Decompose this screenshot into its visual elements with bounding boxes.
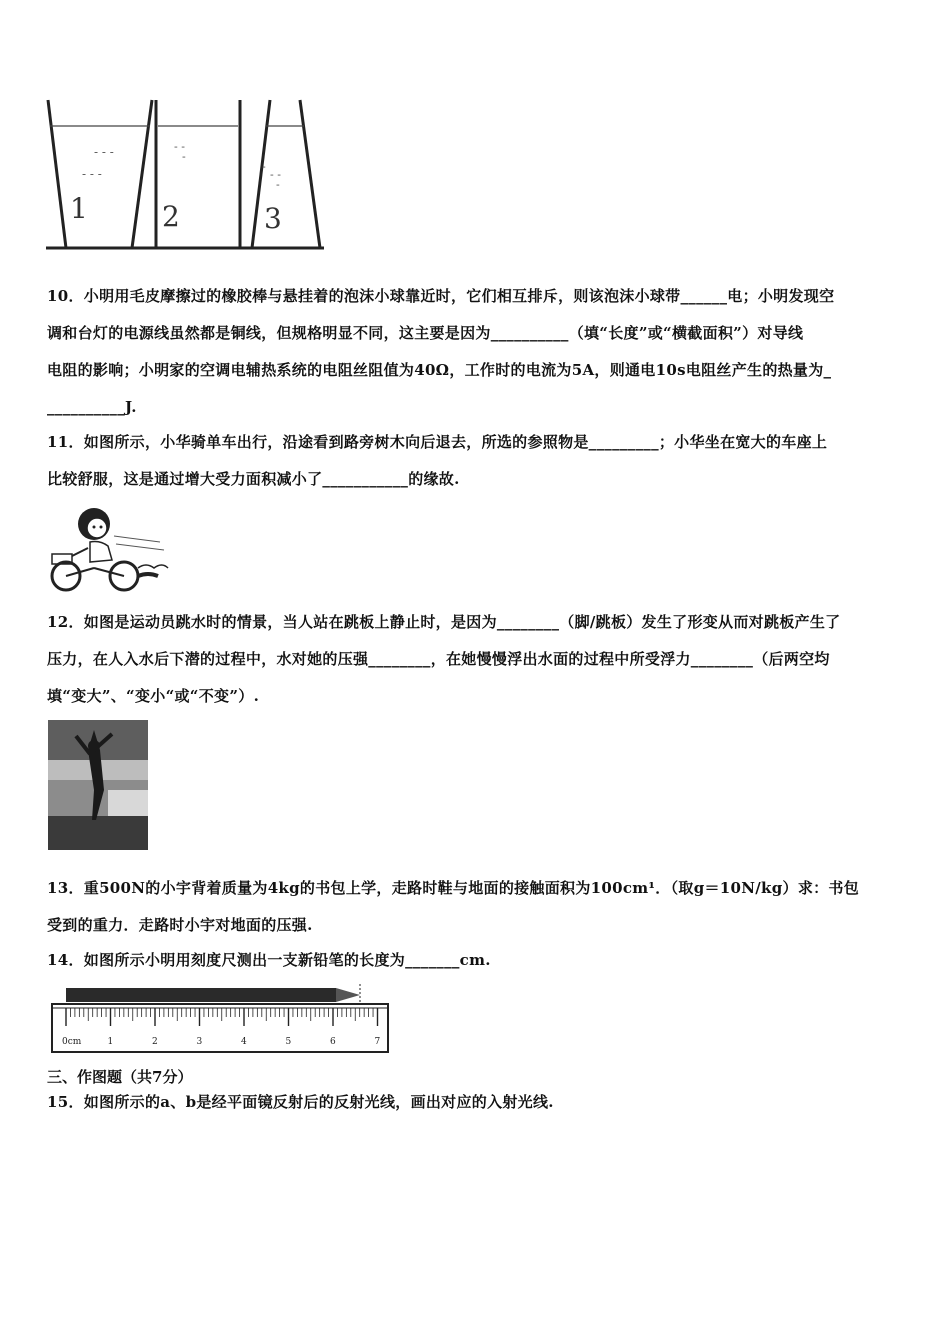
q12-line-2: 压力，在人入水后下潜的过程中，水对她的压强________，在她慢慢浮出水面的过程中所受浮力________（后两空均: [47, 650, 830, 668]
question-13: [47, 870, 907, 944]
svg-text:- - -: - - -: [82, 167, 102, 181]
section-3-title: 三、作图题（共7分）: [47, 1068, 193, 1086]
question-15: [47, 1084, 907, 1121]
q11-line-1: 11．如图所示，小华骑单车出行，沿途看到路旁树木向后退去，所选的参照物是_________；小华坐在宽大的车座上: [47, 433, 828, 451]
svg-text:-: -: [182, 150, 186, 163]
q10-line-1: 10．小明用毛皮摩擦过的橡胶棒与悬挂着的泡沫小球靠近时，它们相互排斥，则该泡沫小球带______电；小明发现空: [47, 287, 835, 305]
ruler-tick-label: 3: [196, 1037, 203, 1047]
question-11: [47, 424, 907, 498]
q11-line-2: 比较舒服，这是通过增大受力面积减小了___________的缘故.: [47, 470, 460, 488]
q12-line-3: 填“变大”、“变小“或“不变”）.: [47, 687, 260, 705]
ruler-tick-label: 2: [152, 1037, 158, 1047]
cyclist-figure: [42, 502, 172, 594]
q15-line-1: 15．如图所示的a、b是经平面镜反射后的反射光线，画出对应的入射光线.: [47, 1093, 554, 1111]
q13-line-2: 受到的重力．走路时小宇对地面的压强.: [47, 916, 313, 934]
q10-line-4: __________J.: [47, 398, 137, 416]
question-14: [47, 942, 907, 979]
svg-text:- - -: - - -: [94, 145, 114, 159]
svg-text:- -: - -: [270, 168, 281, 181]
ruler-tick-label: 7: [374, 1037, 381, 1047]
svg-text:- -: - -: [174, 140, 185, 153]
ruler-tick-label: 4: [241, 1037, 247, 1047]
ruler-figure: [48, 984, 398, 1056]
q13-line-1: 13．重500N的小宇背着质量为4kg的书包上学，走路时鞋与地面的接触面积为100cm¹．（取g＝10N/kg）求：书包: [47, 879, 860, 897]
svg-text:-: -: [262, 160, 266, 173]
question-10: [47, 278, 907, 426]
ruler-unit-label: 0cm: [62, 1037, 82, 1047]
cup-label-1: 1: [70, 192, 88, 225]
svg-text:-: -: [276, 178, 280, 191]
q14-line-1: 14．如图所示小明用刻度尺测出一支新铅笔的长度为_______cm.: [47, 951, 491, 969]
q12-line-1: 12．如图是运动员跳水时的情景，当人站在跳板上静止时，是因为________（脚/跳板）发生了形变从而对跳板产生了: [47, 613, 841, 631]
cup-label-2: 2: [162, 200, 180, 233]
diver-photo: [48, 720, 148, 850]
q10-line-2: 调和台灯的电源线虽然都是铜线，但规格明显不同，这主要是因为__________（填“长度”或“横截面积”）对导线: [47, 324, 804, 342]
ruler-tick-label: 1: [107, 1037, 114, 1047]
q10-line-3: 电阻的影响；小明家的空调电辅热系统的电阻丝阻值为40Ω，工作时的电流为5A，则通电10s电阻丝产生的热量为_: [47, 361, 832, 379]
question-12: [47, 604, 907, 715]
ruler-tick-label: 6: [330, 1037, 336, 1047]
cups-figure: [44, 98, 326, 254]
cup-label-3: 3: [264, 202, 282, 235]
ruler-tick-label: 5: [285, 1037, 292, 1047]
